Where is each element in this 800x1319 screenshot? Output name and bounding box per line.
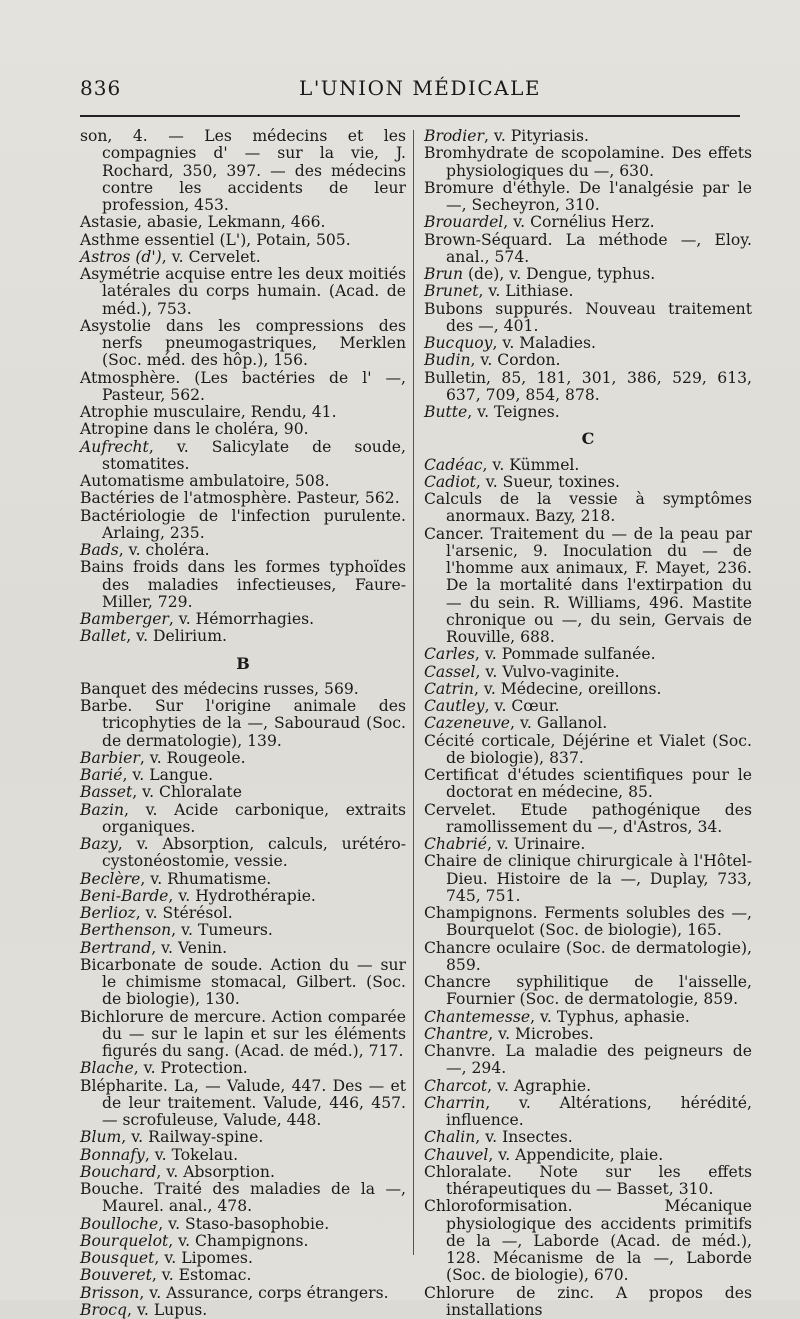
page-number: 836 <box>80 76 121 100</box>
entry-text: Bubons suppurés. Nouveau traitement des —, 401. <box>424 300 752 335</box>
entry-text: , v. Lupus. <box>127 1301 207 1319</box>
index-entry <box>80 1164 406 1181</box>
entry-text: , v. Estomac. <box>152 1266 252 1284</box>
index-entry <box>80 940 406 957</box>
author-name: Bouchard <box>80 1163 156 1181</box>
entry-text: , v. Stérésol. <box>136 904 233 922</box>
entry-text: Certificat d'études scientifiques pour le doctorat en médecine, 85. <box>424 766 752 801</box>
entry-text: , v. Salicylate de soude, stomatites. <box>102 438 406 473</box>
author-name: Budin <box>424 351 471 369</box>
entry-text: , v. Teignes. <box>467 403 559 421</box>
index-entry <box>80 871 406 888</box>
author-name: Cadiot <box>424 473 476 491</box>
author-name: Ballet <box>80 627 126 645</box>
right-column <box>424 128 752 1319</box>
author-name: Barbier <box>80 749 140 767</box>
entry-text: Chloroformisation. Mécanique physiologique des accidents primitifs de la —, Laborde (Acad. de méd.), 128. Mécanisme de la —, Laborde (Soc. de biologie), 670. <box>424 1197 752 1284</box>
author-name: Bazin <box>80 801 124 819</box>
entry-text: Cervelet. Etude pathogénique des ramollissement du —, d'Astros, 34. <box>424 801 752 836</box>
entry-text: Asystolie dans les compressions des nerfs pneumogastriques, Merklen (Soc. méd. des hôp.), 156. <box>80 317 406 370</box>
index-entry <box>80 1216 406 1233</box>
index-entry <box>424 283 752 300</box>
author-name: Chantemesse <box>424 1008 530 1026</box>
author-name: Boulloche <box>80 1215 158 1233</box>
index-entry <box>80 508 406 543</box>
index-entry <box>80 370 406 405</box>
index-entry <box>424 301 752 336</box>
entry-text: Chaire de clinique chirurgicale à l'Hôtel-Dieu. Histoire de la —, Duplay, 733, 745, 751. <box>424 852 752 905</box>
index-entry <box>424 1078 752 1095</box>
entry-text: , v. Tumeurs. <box>171 921 273 939</box>
index-entry <box>424 145 752 180</box>
author-name: Bourquelot <box>80 1232 168 1250</box>
index-entry <box>80 439 406 474</box>
entry-text: , v. Protection. <box>134 1059 248 1077</box>
entry-text: Bains froids dans les formes typhoïdes des maladies infectieuses, Faure-Miller, 729. <box>80 558 406 611</box>
running-title: L'UNION MÉDICALE <box>80 76 760 100</box>
index-entry <box>424 733 752 768</box>
entry-text: , v. Cœur. <box>485 697 560 715</box>
entry-text: Bulletin, 85, 181, 301, 386, 529, 613, 637, 709, 854, 878. <box>424 369 752 404</box>
index-entry <box>424 853 752 905</box>
index-entry <box>80 750 406 767</box>
index-entry <box>424 698 752 715</box>
entry-text: , v. Railway-spine. <box>121 1128 263 1146</box>
index-entry <box>424 474 752 491</box>
entry-text: Chancre syphilitique de l'aisselle, Fournier (Soc. de dermatologie, 859. <box>424 973 752 1008</box>
entry-text: Chanvre. La maladie des peigneurs de —, 294. <box>424 1042 752 1077</box>
index-entry <box>424 905 752 940</box>
index-entry <box>424 802 752 837</box>
index-entry <box>80 559 406 611</box>
entry-text: Calculs de la vessie à symptômes anormaux. Bazy, 218. <box>424 490 752 525</box>
author-name: Cazeneuve <box>424 714 510 732</box>
entry-text: , v. Venin. <box>151 939 227 957</box>
index-entry <box>424 128 752 145</box>
author-name: Bertrand <box>80 939 151 957</box>
author-name: Berlioz <box>80 904 136 922</box>
index-entry <box>80 957 406 1009</box>
entry-text: , v. Tokelau. <box>145 1146 238 1164</box>
index-entry <box>80 249 406 266</box>
entry-text: , v. Lithiase. <box>479 282 574 300</box>
index-entry <box>80 490 406 507</box>
author-name: Bads <box>80 541 119 559</box>
index-entry <box>424 1009 752 1026</box>
entry-text: Cécité corticale, Déjérine et Vialet (Soc. de biologie), 837. <box>424 732 752 767</box>
index-entry <box>80 404 406 421</box>
index-entry <box>424 715 752 732</box>
entry-text: , v. Urinaire. <box>487 835 585 853</box>
entry-text: Atropine dans le choléra, 90. <box>80 420 309 438</box>
author-name: Charcot <box>424 1077 487 1095</box>
author-name: Beclère <box>80 870 140 888</box>
index-entry <box>424 232 752 267</box>
index-entry <box>80 128 406 214</box>
entry-text: , v. Appendicite, plaie. <box>488 1146 663 1164</box>
index-entry <box>80 542 406 559</box>
author-name: Beni-Barde <box>80 887 168 905</box>
index-entry <box>424 1095 752 1130</box>
entry-text: Banquet des médecins russes, 569. <box>80 680 359 698</box>
index-entry <box>80 1009 406 1061</box>
author-name: Catrin <box>424 680 474 698</box>
entry-text: Bicarbonate de soude. Action du — sur le chimisme stomacal, Gilbert. (Soc. de biologie), 130. <box>80 956 406 1009</box>
index-entry <box>80 1302 406 1319</box>
author-name: Brouardel <box>424 213 503 231</box>
entry-text: Asthme essentiel (L'), Potain, 505. <box>80 231 351 249</box>
entry-text: , v. Sueur, toxines. <box>476 473 620 491</box>
section-letter: C <box>424 421 752 456</box>
index-entry <box>424 681 752 698</box>
column-divider <box>413 130 414 1255</box>
author-name: Charrin <box>424 1094 485 1112</box>
index-entry <box>80 681 406 698</box>
entry-text: , v. choléra. <box>119 541 210 559</box>
entry-text: Atrophie musculaire, Rendu, 41. <box>80 403 337 421</box>
entry-text: Chancre oculaire (Soc. de dermatologie), 859. <box>424 939 752 974</box>
author-name: Bucquoy <box>424 334 492 352</box>
entry-text: Astasie, abasie, Lekmann, 466. <box>80 213 326 231</box>
index-entry <box>80 628 406 645</box>
index-entry <box>424 664 752 681</box>
entry-text: Asymétrie acquise entre les deux moitiés latérales du corps humain. (Acad. de méd.), 753. <box>80 265 406 318</box>
index-entry <box>424 335 752 352</box>
author-name: Blache <box>80 1059 134 1077</box>
entry-text: , v. Pommade sulfanée. <box>475 645 656 663</box>
entry-text: , v. Staso-basophobie. <box>158 1215 329 1233</box>
author-name: Carles <box>424 645 475 663</box>
author-name: Bamberger <box>80 610 169 628</box>
author-name: Chalin <box>424 1128 475 1146</box>
author-name: Blum <box>80 1128 121 1146</box>
index-entry <box>80 802 406 837</box>
index-entry <box>80 1285 406 1302</box>
index-entry <box>424 836 752 853</box>
index-entry <box>424 491 752 526</box>
index-entry <box>424 1285 752 1319</box>
index-entry <box>80 1233 406 1250</box>
entry-text: , v. Pityriasis. <box>484 127 589 145</box>
author-name: Cassel <box>424 663 475 681</box>
index-entry <box>424 404 752 421</box>
entry-text: Bactériologie de l'infection purulente. Arlaing, 235. <box>80 507 406 542</box>
entry-text: , v. Rougeole. <box>140 749 246 767</box>
entry-text: , v. Insectes. <box>475 1128 572 1146</box>
author-name: Bonnafy <box>80 1146 145 1164</box>
index-entry <box>424 1043 752 1078</box>
section-letter: B <box>80 646 406 681</box>
entry-text: , v. Langue. <box>122 766 213 784</box>
entry-text: Bromure d'éthyle. De l'analgésie par le —, Secheyron, 310. <box>424 179 752 214</box>
author-name: Barié <box>80 766 122 784</box>
left-column <box>80 128 406 1319</box>
entry-text: Brown-Séquard. La méthode —, Eloy. anal., 574. <box>424 231 752 266</box>
entry-text: , v. Absorption. <box>156 1163 275 1181</box>
entry-text: (de), v. Dengue, typhus. <box>463 265 655 283</box>
index-entry <box>80 784 406 801</box>
index-entry <box>80 421 406 438</box>
entry-text: , v. Typhus, aphasie. <box>530 1008 690 1026</box>
index-entry <box>80 1060 406 1077</box>
index-entry <box>424 526 752 647</box>
index-entry <box>424 266 752 283</box>
entry-text: Atmosphère. (Les bactéries de l' —, Pasteur, 562. <box>80 369 406 404</box>
index-entry <box>424 457 752 474</box>
index-entry <box>80 1129 406 1146</box>
author-name: Chantre <box>424 1025 488 1043</box>
index-entry <box>424 1129 752 1146</box>
entry-text: Bouche. Traité des maladies de la —, Maurel. anal., 478. <box>80 1180 406 1215</box>
entry-text: Champignons. Ferments solubles des —, Bourquelot (Soc. de biologie), 165. <box>424 904 752 939</box>
index-entry <box>424 767 752 802</box>
index-entry <box>80 266 406 318</box>
author-name: Brisson <box>80 1284 139 1302</box>
author-name: Astros (d') <box>80 248 162 266</box>
entry-text: son, 4. — Les médecins et les compagnies d' — sur la vie, J. Rochard, 350, 397. — des médecins contre les accidents de leur profession, 453. <box>80 127 406 214</box>
index-entry <box>80 318 406 370</box>
entry-text: , v. Assurance, corps étrangers. <box>139 1284 388 1302</box>
index-entry <box>80 905 406 922</box>
index-entry <box>424 1164 752 1199</box>
index-entry <box>80 1181 406 1216</box>
author-name: Chabrié <box>424 835 487 853</box>
author-name: Aufrecht <box>80 438 149 456</box>
entry-text: Bactéries de l'atmosphère. Pasteur, 562. <box>80 489 400 507</box>
author-name: Basset <box>80 783 132 801</box>
index-entry <box>424 370 752 405</box>
index-entry <box>80 836 406 871</box>
index-entry <box>80 214 406 231</box>
index-entry <box>80 1267 406 1284</box>
page-header <box>80 76 760 106</box>
index-entry <box>80 473 406 490</box>
author-name: Cadéac <box>424 456 482 474</box>
entry-text: , v. Maladies. <box>492 334 596 352</box>
index-entry <box>424 1026 752 1043</box>
index-entry <box>424 180 752 215</box>
index-entry <box>80 698 406 750</box>
author-name: Bousquet <box>80 1249 154 1267</box>
index-entry <box>424 214 752 231</box>
index-entry <box>424 1147 752 1164</box>
index-entry <box>424 646 752 663</box>
author-name: Cautley <box>424 697 485 715</box>
entry-text: , v. Cordon. <box>471 351 561 369</box>
entry-text: , v. Acide carbonique, extraits organiques. <box>102 801 406 836</box>
author-name: Brunet <box>424 282 479 300</box>
index-entry <box>80 1147 406 1164</box>
author-name: Brun <box>424 265 463 283</box>
entry-text: , v. Cervelet. <box>162 248 261 266</box>
index-entry <box>424 352 752 369</box>
entry-text: , v. Champignons. <box>168 1232 308 1250</box>
entry-text: Blépharite. La, — Valude, 447. Des — et de leur traitement. Valude, 446, 457. — scrofuleuse, Valude, 448. <box>80 1077 406 1130</box>
entry-text: Automatisme ambulatoire, 508. <box>80 472 330 490</box>
author-name: Bazy <box>80 835 118 853</box>
author-name: Berthenson <box>80 921 171 939</box>
entry-text: , v. Médecine, oreillons. <box>474 680 662 698</box>
author-name: Brodier <box>424 127 484 145</box>
entry-text: Bichlorure de mercure. Action comparée du — sur le lapin et sur les éléments figurés du sang. (Acad. de méd.), 717. <box>80 1008 406 1061</box>
entry-text: , v. Delirium. <box>126 627 227 645</box>
index-entry <box>424 940 752 975</box>
entry-text: Cancer. Traitement du — de la peau par l'arsenic, 9. Inoculation du — de l'homme aux animaux, F. Mayet, 236. De la mortalité dans l'extirpation du — du sein. R. Williams, 496. Mastite chronique ou —, du sein, Gervais de Rouville, 688. <box>424 525 752 647</box>
entry-text: , v. Absorption, calculs, urétéro-cystonéostomie, vessie. <box>102 835 406 870</box>
author-name: Chauvel <box>424 1146 488 1164</box>
entry-text: , v. Cornélius Herz. <box>503 213 654 231</box>
entry-text: , v. Chloralate <box>132 783 242 801</box>
entry-text: , v. Hydrothérapie. <box>168 887 315 905</box>
author-name: Brocq <box>80 1301 127 1319</box>
entry-text: Bromhydrate de scopolamine. Des effets physiologiques du —, 630. <box>424 144 752 179</box>
entry-text: Chloralate. Note sur les effets thérapeutiques du — Basset, 310. <box>424 1163 752 1198</box>
entry-text: Chlorure de zinc. A propos des installations <box>424 1284 752 1319</box>
index-entry <box>424 974 752 1009</box>
index-entry <box>80 888 406 905</box>
author-name: Butte <box>424 403 467 421</box>
index-entry <box>80 232 406 249</box>
entry-text: , v. Vulvo-vaginite. <box>475 663 619 681</box>
entry-text: , v. Altérations, hérédité, influence. <box>446 1094 752 1129</box>
entry-text: , v. Kümmel. <box>482 456 579 474</box>
index-entry <box>80 767 406 784</box>
entry-text: , v. Gallanol. <box>510 714 607 732</box>
index-entry <box>80 611 406 628</box>
header-rule <box>80 115 740 117</box>
entry-text: , v. Rhumatisme. <box>140 870 271 888</box>
entry-text: Barbe. Sur l'origine animale des tricophyties de la —, Sabouraud (Soc. de dermatologie), 139. <box>80 697 406 750</box>
index-entry <box>424 1198 752 1284</box>
entry-text: , v. Agraphie. <box>487 1077 591 1095</box>
index-entry <box>80 1078 406 1130</box>
entry-text: , v. Hémorrhagies. <box>169 610 314 628</box>
index-entry <box>80 922 406 939</box>
index-entry <box>80 1250 406 1267</box>
entry-text: , v. Lipomes. <box>154 1249 252 1267</box>
author-name: Bouveret <box>80 1266 152 1284</box>
entry-text: , v. Microbes. <box>488 1025 594 1043</box>
